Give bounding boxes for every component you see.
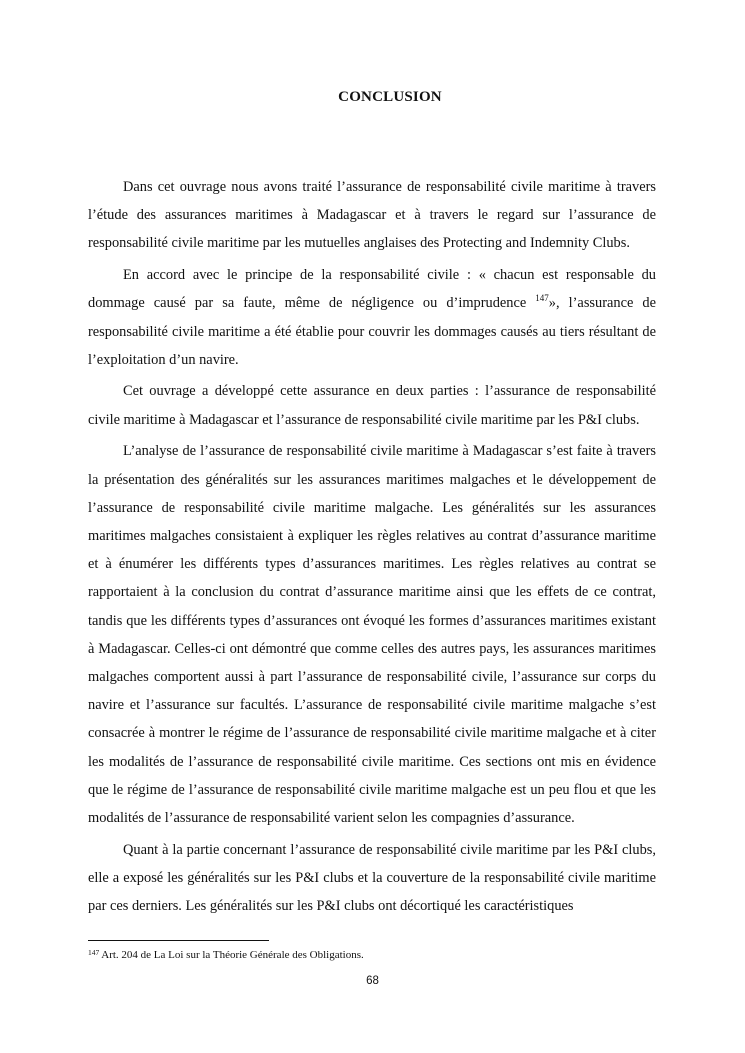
footnote bbox=[88, 947, 656, 963]
footnote-number: 147 bbox=[88, 948, 100, 957]
paragraph-2-text-end: », l’assurance de responsabilité civile maritime a été établie pour couvrir les dommages causés au tiers résultant de l’exploitation d’un navire. bbox=[88, 295, 656, 368]
paragraph-4: L’analyse de l’assurance de responsabilité civile maritime à Madagascar s’est faite à travers la présentation des généralités sur les assurances maritimes malgaches et le développement de l’assurance de responsabilité civile maritime malgache. Les généralités sur les assurances maritimes malgaches consistaient à expliquer les règles relatives au contrat d’assurance maritime et à énumérer les différents types d’assurances maritimes. Les règles relatives au contrat se rapportaient à la conclusion du contrat d’assurance maritime ainsi que les effets de ce contrat, tandis que les différents types d’assurances ont évoqué les formes d’assurances maritimes existant à Madagascar. Celles-ci ont démontré que comme celles des autres pays, les assurances maritimes malgaches comportent aussi à part l’assurance de responsabilité civile, l’assurance sur corps du navire et l’assurance sur facultés. L’assurance de responsabilité civile maritime malgache s’est consacrée à montrer le régime de l’assurance de responsabilité civile maritime malgache et à citer les modalités de l’assurance de responsabilité civile maritime. Ces sections ont mis en évidence que le régime de l’assurance de responsabilité civile maritime malgache est un peu flou et que les modalités de l’assurance de responsabilité varient selon les compagnies d’assurance. bbox=[88, 443, 656, 826]
paragraph-1: Dans cet ouvrage nous avons traité l’assurance de responsabilité civile maritime à travers l’étude des assurances maritimes à Madagascar et à travers le regard sur l’assurance de responsabilité civile maritime par les mutuelles anglaises des Protecting and Indemnity Clubs. bbox=[88, 179, 656, 252]
paragraph-3: Cet ouvrage a développé cette assurance en deux parties : l’assurance de responsabilité civile maritime à Madagascar et l’assurance de responsabilité civile maritime par les P&I clubs. bbox=[88, 383, 656, 428]
paragraph-5: Quant à la partie concernant l’assurance de responsabilité civile maritime par les P&I clubs, elle a exposé les généralités sur les P&I clubs et la couverture de la responsabilité civile maritime par ces derniers. Les généralités sur les P&I clubs ont décortiqué les caractéristiques bbox=[88, 841, 656, 915]
body-text bbox=[88, 173, 656, 924]
page-number: 68 bbox=[366, 975, 379, 987]
footnote-text: Art. 204 de La Loi sur la Théorie Générale des Obligations. bbox=[101, 949, 364, 961]
page-title: CONCLUSION bbox=[338, 89, 442, 105]
paragraph-2-text-start: En accord avec le principe de la responsabilité civile : « chacun est responsable du dommage causé par sa faute, même de négligence ou d’imprudence bbox=[88, 267, 656, 312]
footnote-divider bbox=[88, 940, 269, 941]
paragraph-2 bbox=[88, 261, 656, 374]
footnote-reference[interactable]: 147 bbox=[535, 293, 549, 304]
